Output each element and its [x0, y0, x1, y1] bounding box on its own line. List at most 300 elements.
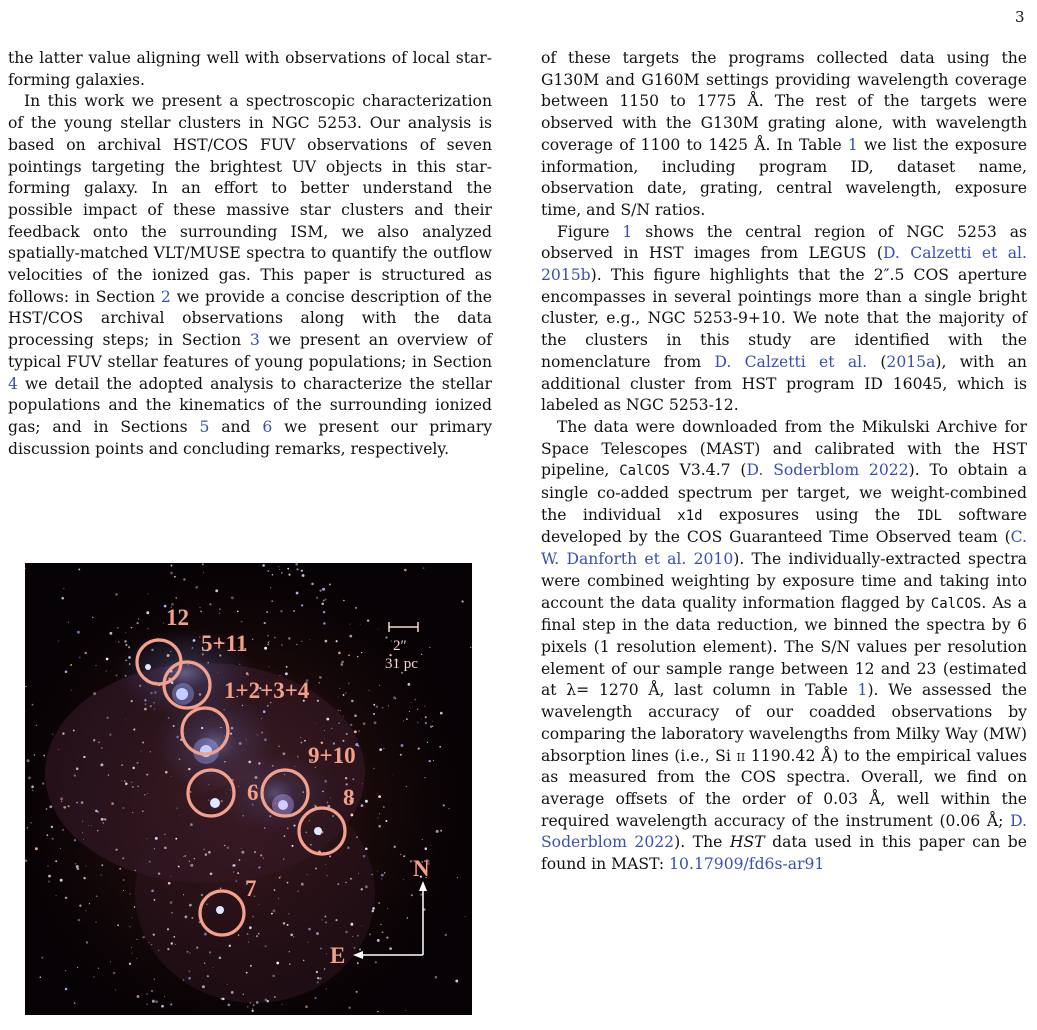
- star: [377, 817, 378, 818]
- star: [46, 808, 48, 810]
- star: [131, 627, 133, 629]
- star: [34, 754, 35, 755]
- star: [362, 783, 363, 784]
- star: [203, 849, 205, 851]
- star: [280, 876, 281, 877]
- star: [345, 777, 347, 779]
- star: [259, 904, 260, 905]
- star: [404, 569, 407, 572]
- star: [199, 607, 200, 608]
- citation-link[interactable]: D. Calzetti et al.: [714, 352, 868, 371]
- star: [378, 629, 379, 630]
- star: [83, 756, 85, 758]
- star: [175, 597, 177, 599]
- star: [429, 760, 431, 762]
- star: [414, 699, 416, 701]
- star: [167, 948, 169, 950]
- star: [76, 865, 79, 868]
- star: [323, 622, 326, 625]
- star: [319, 589, 321, 591]
- star: [385, 637, 387, 639]
- star: [173, 936, 175, 938]
- star: [132, 767, 135, 770]
- star: [136, 622, 138, 624]
- star: [83, 877, 85, 879]
- star: [250, 965, 252, 967]
- star: [30, 822, 31, 823]
- star: [365, 885, 368, 888]
- paragraph-observations: of these targets the programs collected data using the G130M and G160M settings providing wavelength coverage between 1150 to 1775 Å. The rest of the targets were observed with the G130M grating alone, with wavelength coverage of 1100 to 1425 Å. In Table 1 we list the exposure information, including program ID, dataset name, observation date, grating, central wavelength, exposure time, and S/N ratios.: [541, 49, 1027, 219]
- star: [356, 991, 358, 993]
- star: [253, 1004, 255, 1006]
- star: [65, 670, 68, 673]
- star: [265, 999, 268, 1002]
- star: [350, 813, 353, 816]
- citation-link[interactable]: 2015a: [886, 352, 936, 371]
- galaxy-image-figure: [25, 563, 472, 1015]
- star: [424, 777, 425, 778]
- star: [35, 847, 38, 850]
- star: [432, 725, 434, 727]
- star: [85, 652, 87, 654]
- star: [267, 643, 269, 645]
- star: [411, 702, 412, 703]
- star: [106, 670, 107, 671]
- star: [378, 825, 381, 828]
- star: [175, 944, 176, 945]
- star: [358, 873, 359, 874]
- star: [393, 774, 394, 775]
- section-link[interactable]: 5: [199, 417, 210, 436]
- star: [395, 698, 397, 700]
- star: [266, 611, 268, 613]
- section-link[interactable]: 3: [249, 331, 260, 350]
- star: [208, 851, 211, 854]
- section-link[interactable]: 2: [160, 287, 171, 306]
- star: [317, 700, 319, 702]
- star: [220, 888, 221, 889]
- star: [134, 906, 136, 908]
- star: [329, 855, 331, 857]
- star: [379, 813, 380, 814]
- star: [131, 947, 132, 948]
- star: [196, 947, 198, 949]
- star: [136, 939, 137, 940]
- star: [227, 1004, 230, 1007]
- star: [361, 925, 362, 926]
- star: [457, 877, 458, 878]
- star: [276, 962, 279, 965]
- star: [279, 569, 280, 570]
- citation-link[interactable]: D. Soderblom 2022: [541, 811, 1027, 852]
- star: [358, 730, 360, 732]
- star: [373, 704, 375, 706]
- star: [125, 632, 126, 633]
- star: [93, 692, 96, 695]
- star: [354, 730, 357, 733]
- star: [204, 963, 205, 964]
- star: [377, 793, 378, 794]
- star: [129, 926, 131, 928]
- star: [274, 637, 276, 639]
- star: [411, 894, 413, 896]
- star: [296, 592, 299, 595]
- star: [129, 963, 131, 965]
- star: [307, 874, 308, 875]
- star: [246, 972, 248, 974]
- star: [104, 818, 106, 820]
- star: [122, 857, 124, 859]
- star: [323, 600, 325, 602]
- star: [215, 589, 218, 592]
- star: [125, 719, 126, 720]
- star: [420, 893, 422, 895]
- star: [421, 654, 422, 655]
- star: [176, 808, 177, 809]
- star: [146, 774, 148, 776]
- star: [331, 728, 332, 729]
- star: [247, 1006, 248, 1007]
- section-link[interactable]: 4: [8, 374, 18, 393]
- citation-link[interactable]: D. Calzetti et al. 2015b: [541, 244, 1027, 285]
- star: [310, 844, 312, 846]
- star: [278, 566, 279, 567]
- star: [70, 664, 72, 666]
- star: [89, 903, 90, 904]
- doi-link[interactable]: 10.17909/fd6s-ar91: [669, 855, 825, 874]
- star: [187, 951, 189, 953]
- cluster-label: 1+2+3+4: [224, 678, 310, 703]
- star: [190, 864, 193, 867]
- star: [153, 934, 155, 936]
- star: [200, 611, 202, 613]
- star: [316, 932, 319, 935]
- star: [125, 644, 127, 646]
- star: [400, 854, 401, 855]
- star: [237, 610, 239, 612]
- star: [271, 600, 273, 602]
- star: [65, 988, 68, 991]
- star: [325, 922, 327, 924]
- star: [385, 820, 387, 822]
- star: [425, 716, 427, 718]
- table-link[interactable]: 1: [857, 681, 868, 700]
- star: [243, 994, 244, 995]
- star: [47, 865, 48, 866]
- star: [323, 611, 325, 613]
- star: [386, 937, 388, 939]
- star: [341, 661, 344, 664]
- star: [36, 725, 38, 727]
- star: [345, 692, 346, 693]
- star: [324, 915, 326, 917]
- star: [42, 782, 44, 784]
- table-link[interactable]: 1: [847, 135, 858, 154]
- star: [249, 926, 252, 929]
- star: [274, 889, 276, 891]
- star: [170, 572, 173, 575]
- star: [202, 985, 205, 988]
- star: [234, 865, 235, 866]
- star: [429, 647, 430, 648]
- star: [316, 597, 318, 599]
- star: [289, 964, 290, 965]
- star: [190, 823, 193, 826]
- cluster-label: 7: [245, 876, 257, 901]
- star: [308, 928, 311, 931]
- star: [142, 936, 145, 939]
- star: [372, 910, 375, 913]
- star: [115, 593, 117, 595]
- star: [109, 632, 112, 635]
- star: [184, 855, 186, 857]
- star: [354, 947, 356, 949]
- star: [262, 564, 265, 567]
- star: [322, 588, 325, 591]
- star: [279, 675, 280, 676]
- star: [348, 1007, 350, 1009]
- star: [293, 936, 294, 937]
- star: [170, 876, 171, 877]
- star: [142, 810, 144, 812]
- star: [360, 624, 361, 625]
- star: [286, 666, 288, 668]
- star: [361, 652, 362, 653]
- star: [58, 640, 59, 641]
- star: [204, 933, 207, 936]
- paragraph-continuation: the latter value aligning well with observations of local star-forming galaxies.: [8, 49, 492, 89]
- star: [305, 1005, 308, 1008]
- star: [207, 975, 209, 977]
- star: [449, 808, 450, 809]
- star: [436, 830, 439, 833]
- star: [293, 610, 295, 612]
- star: [91, 825, 92, 826]
- star: [81, 801, 84, 804]
- star: [171, 565, 173, 567]
- star: [137, 958, 138, 959]
- star: [270, 587, 271, 588]
- star: [88, 825, 89, 826]
- star: [377, 939, 380, 942]
- star: [101, 747, 103, 749]
- star: [238, 934, 239, 935]
- star: [326, 875, 327, 876]
- star: [68, 622, 69, 623]
- section-link[interactable]: 6: [262, 417, 273, 436]
- star: [311, 583, 314, 586]
- star: [83, 839, 84, 840]
- star: [134, 728, 135, 729]
- star: [338, 697, 339, 698]
- star: [100, 763, 103, 766]
- star: [74, 1002, 76, 1004]
- star: [365, 800, 368, 803]
- star: [287, 924, 289, 926]
- star: [82, 832, 83, 833]
- star: [394, 846, 396, 848]
- star: [391, 641, 392, 642]
- star: [55, 860, 57, 862]
- star: [301, 640, 303, 642]
- star: [283, 922, 286, 925]
- star: [252, 1010, 254, 1012]
- star: [78, 568, 80, 570]
- star: [264, 647, 267, 650]
- star: [48, 880, 50, 882]
- star: [322, 919, 323, 920]
- star: [373, 768, 374, 769]
- star: [208, 799, 209, 800]
- cluster-label: 9+10: [308, 743, 356, 768]
- star: [103, 822, 104, 823]
- star: [124, 780, 125, 781]
- star: [219, 957, 222, 960]
- cluster-label: 5+11: [201, 631, 248, 656]
- star: [224, 845, 225, 846]
- citation-link[interactable]: D. Soderblom 2022: [746, 461, 909, 480]
- page-number: 3: [1015, 8, 1025, 26]
- star: [155, 1000, 158, 1003]
- star: [86, 865, 87, 866]
- star: [345, 931, 348, 934]
- star: [201, 894, 203, 896]
- star: [422, 839, 423, 840]
- star: [40, 976, 41, 977]
- star: [188, 970, 190, 972]
- star: [27, 827, 29, 829]
- star: [191, 917, 193, 919]
- star: [337, 883, 339, 885]
- star: [151, 889, 154, 892]
- star: [164, 834, 165, 835]
- star: [124, 640, 126, 642]
- star: [357, 962, 359, 964]
- star: [256, 1001, 259, 1004]
- star: [357, 656, 359, 658]
- star: [305, 832, 307, 834]
- star: [425, 847, 428, 850]
- star: [350, 923, 353, 926]
- star: [263, 710, 266, 713]
- star: [325, 640, 328, 643]
- star: [361, 888, 363, 890]
- star: [440, 712, 443, 715]
- star: [154, 899, 156, 901]
- star: [97, 830, 98, 831]
- star: [164, 847, 167, 850]
- star: [281, 1004, 282, 1005]
- left-column: [8, 48, 492, 460]
- star: [168, 882, 171, 885]
- star: [154, 848, 155, 849]
- star: [350, 878, 352, 880]
- star: [358, 745, 360, 747]
- star: [383, 806, 385, 808]
- star: [149, 861, 151, 863]
- star: [258, 933, 260, 935]
- star: [421, 718, 422, 719]
- star: [297, 890, 299, 892]
- star: [375, 961, 377, 963]
- star: [46, 834, 48, 836]
- star: [427, 742, 428, 743]
- star: [288, 574, 290, 576]
- star: [290, 933, 293, 936]
- star: [209, 951, 211, 953]
- star: [350, 724, 352, 726]
- star: [247, 933, 249, 935]
- star: [363, 722, 366, 725]
- star: [86, 941, 88, 943]
- star: [384, 872, 385, 873]
- star: [60, 797, 63, 800]
- star: [151, 990, 153, 992]
- paragraph-intro: In this work we present a spectroscopic characterization of the young stellar clusters in NGC 5253. Our analysis is based on archival HST/COS FUV observations of seven pointings targeting the brightest UV objects in this star-forming galaxy. In an effort to better understand the possible impact of these massive star clusters and their feedback onto the surrounding ISM, we also analyzed spatially-matched VLT/MUSE spectra to quantify the outflow velocities of the ionized gas. This paper is structured as follows: in Section 2 we provide a concise description of the HST/COS archival observations along with the data processing steps; in Section 3 we present an overview of typical FUV stellar features of young populations; in Section 4 we detail the adopted analysis to characterize the stellar populations and the kinematics of the surrounding ionized gas; and in Sections 5 and 6 we present our primary discussion points and concluding remarks, respectively.: [8, 92, 492, 458]
- star: [79, 904, 81, 906]
- star: [325, 864, 326, 865]
- star: [131, 781, 133, 783]
- star: [343, 600, 345, 602]
- figure-link[interactable]: 1: [622, 222, 633, 241]
- star: [96, 922, 97, 923]
- star: [324, 968, 325, 969]
- star: [151, 944, 152, 945]
- star: [383, 748, 384, 749]
- compass-north-label: N: [413, 856, 430, 881]
- star: [252, 916, 254, 918]
- citation-link[interactable]: C. W. Danforth et al. 2010: [541, 528, 1027, 569]
- star: [278, 746, 279, 747]
- star: [195, 586, 198, 589]
- cluster-label: 8: [343, 785, 355, 810]
- star: [221, 998, 223, 1000]
- star: [321, 603, 324, 606]
- star: [265, 945, 267, 947]
- star: [280, 610, 282, 612]
- star: [409, 711, 410, 712]
- star: [281, 572, 282, 573]
- star: [380, 924, 381, 925]
- star: [369, 933, 371, 935]
- star: [319, 676, 322, 679]
- star: [202, 563, 204, 565]
- star: [75, 863, 77, 865]
- star: [359, 949, 361, 951]
- star: [435, 976, 438, 979]
- star: [212, 967, 213, 968]
- star: [76, 767, 79, 770]
- star: [295, 563, 298, 566]
- star: [258, 866, 260, 868]
- star: [372, 907, 375, 910]
- star: [158, 872, 160, 874]
- star: [74, 774, 76, 776]
- star: [443, 804, 445, 806]
- paragraph-data-reduction: The data were downloaded from the Mikulski Archive for Space Telescopes (MAST) and calibrated with the HST pipeline, CalCOS V3.4.7 (D. Soderblom 2022). To obtain a single co-added spectrum per target, we weight-combined the individual x1d exposures using the IDL software developed by the COS Guaranteed Time Observed team (C. W. Danforth et al. 2010). The individually-extracted spectra were combined weighting by exposure time and taking into account the data quality information flagged by CalCOS. As a final step in the data reduction, we binned the spectra by 6 pixels (1 resolution element). The S/N values per resolution element of our sample range between 12 and 23 (estimated at λ= 1270 Å, last column in Table 1). We assessed the wavelength accuracy of our coadded observations by comparing the laboratory wavelengths from Milky Way (MW) absorption lines (i.e., Si ii 1190.42 Å) to the empirical values as measured from the COS spectra. Overall, we find on average offsets of the order of 0.03 Å, well within the required wavelength accuracy of the instrument (0.06 Å; D. Soderblom 2022). The HST data used in this paper can be found in MAST: 10.17909/fd6s-ar91: [541, 417, 1028, 874]
- star: [348, 654, 350, 656]
- star: [303, 960, 305, 962]
- star: [350, 624, 351, 625]
- star: [465, 916, 466, 917]
- star: [110, 961, 111, 962]
- star: [32, 704, 34, 706]
- star: [379, 748, 382, 751]
- star: [52, 838, 54, 840]
- star: [132, 786, 134, 788]
- star: [96, 895, 98, 897]
- star: [79, 657, 81, 659]
